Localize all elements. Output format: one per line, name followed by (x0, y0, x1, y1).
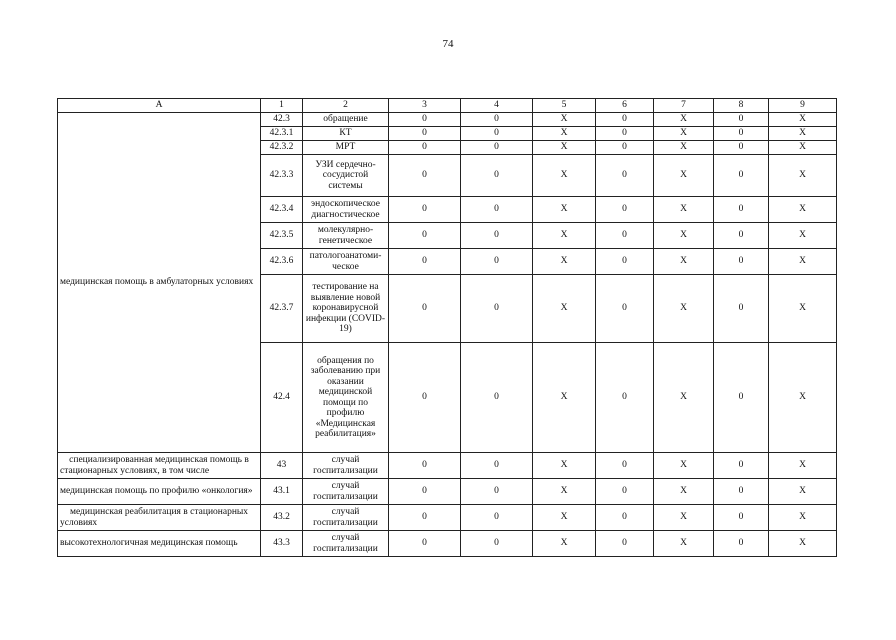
value-cell: 0 (596, 141, 654, 155)
row-code: 42.3.3 (261, 155, 303, 197)
value-cell: 0 (389, 223, 461, 249)
table-row (58, 505, 837, 531)
value-cell: 0 (596, 197, 654, 223)
value-cell: X (654, 343, 714, 453)
header-cell: 7 (654, 99, 714, 113)
row-unit: случай госпитализации (303, 479, 389, 505)
value-cell: 0 (461, 223, 533, 249)
table-row (58, 531, 837, 557)
value-cell: 0 (596, 531, 654, 557)
value-cell: X (769, 223, 837, 249)
value-cell: 0 (714, 531, 769, 557)
value-cell: 0 (714, 275, 769, 343)
value-cell: 0 (389, 343, 461, 453)
value-cell: 0 (596, 343, 654, 453)
value-cell: X (769, 249, 837, 275)
value-cell: 0 (714, 155, 769, 197)
value-cell: 0 (389, 531, 461, 557)
row-unit: УЗИ сердечно-сосудистой системы (303, 155, 389, 197)
value-cell: 0 (389, 249, 461, 275)
value-cell: X (533, 531, 596, 557)
value-cell: 0 (714, 343, 769, 453)
row-code: 42.4 (261, 343, 303, 453)
row-unit: тестирование на выявление новой коронавирусной инфекции (COVID-19) (303, 275, 389, 343)
value-cell: 0 (389, 505, 461, 531)
row-code: 43 (261, 453, 303, 479)
header-row (58, 99, 837, 113)
value-cell: X (533, 249, 596, 275)
value-cell: 0 (596, 505, 654, 531)
header-cell: 5 (533, 99, 596, 113)
row-code: 43.3 (261, 531, 303, 557)
value-cell: X (769, 505, 837, 531)
value-cell: 0 (714, 141, 769, 155)
value-cell: X (769, 479, 837, 505)
value-cell: 0 (389, 479, 461, 505)
row-unit: МРТ (303, 141, 389, 155)
value-cell: X (654, 249, 714, 275)
row-label: высокотехнологичная медицинская помощь (58, 531, 261, 557)
value-cell: 0 (389, 141, 461, 155)
value-cell: 0 (461, 505, 533, 531)
header-cell: 3 (389, 99, 461, 113)
value-cell: X (769, 127, 837, 141)
value-cell: X (654, 155, 714, 197)
header-cell: 1 (261, 99, 303, 113)
value-cell: 0 (389, 275, 461, 343)
header-cell: 6 (596, 99, 654, 113)
value-cell: 0 (596, 113, 654, 127)
value-cell: X (533, 141, 596, 155)
value-cell: X (654, 113, 714, 127)
value-cell: 0 (596, 249, 654, 275)
table-body (58, 113, 837, 557)
value-cell: 0 (461, 141, 533, 155)
row-unit: эндоскопическое диагностическое (303, 197, 389, 223)
value-cell: X (769, 453, 837, 479)
data-table (57, 98, 837, 557)
row-code: 42.3.2 (261, 141, 303, 155)
row-unit: случай госпитализации (303, 453, 389, 479)
value-cell: X (533, 197, 596, 223)
value-cell: 0 (461, 343, 533, 453)
value-cell: 0 (714, 505, 769, 531)
row-code: 42.3 (261, 113, 303, 127)
group-label: медицинская помощь в амбулаторных условиях (58, 113, 261, 453)
row-unit: КТ (303, 127, 389, 141)
row-unit: молекулярно-генетическое (303, 223, 389, 249)
row-code: 42.3.1 (261, 127, 303, 141)
row-unit: случай госпитализации (303, 531, 389, 557)
value-cell: X (769, 275, 837, 343)
value-cell: X (533, 453, 596, 479)
value-cell: X (533, 275, 596, 343)
header-cell: 2 (303, 99, 389, 113)
row-label: медицинская реабилитация в стационарных условиях (58, 505, 261, 531)
value-cell: 0 (714, 197, 769, 223)
value-cell: 0 (714, 113, 769, 127)
header-cell: 4 (461, 99, 533, 113)
value-cell: X (769, 197, 837, 223)
value-cell: X (654, 127, 714, 141)
value-cell: 0 (714, 223, 769, 249)
value-cell: X (533, 505, 596, 531)
value-cell: X (533, 343, 596, 453)
header-cell: 9 (769, 99, 837, 113)
value-cell: X (533, 479, 596, 505)
value-cell: 0 (461, 155, 533, 197)
value-cell: 0 (596, 127, 654, 141)
row-unit: обращение (303, 113, 389, 127)
value-cell: X (654, 275, 714, 343)
value-cell: X (533, 223, 596, 249)
row-label: медицинская помощь по профилю «онкология» (58, 479, 261, 505)
value-cell: 0 (596, 479, 654, 505)
value-cell: X (654, 531, 714, 557)
value-cell: X (654, 141, 714, 155)
row-code: 43.1 (261, 479, 303, 505)
value-cell: 0 (461, 275, 533, 343)
value-cell: 0 (461, 531, 533, 557)
value-cell: 0 (461, 453, 533, 479)
value-cell: 0 (389, 113, 461, 127)
value-cell: 0 (389, 453, 461, 479)
table-row (58, 453, 837, 479)
value-cell: 0 (714, 249, 769, 275)
value-cell: 0 (389, 197, 461, 223)
table-row (58, 479, 837, 505)
value-cell: X (654, 223, 714, 249)
value-cell: 0 (461, 197, 533, 223)
row-code: 42.3.4 (261, 197, 303, 223)
row-code: 42.3.7 (261, 275, 303, 343)
value-cell: X (533, 127, 596, 141)
row-unit: случай госпитализации (303, 505, 389, 531)
value-cell: 0 (714, 479, 769, 505)
value-cell: X (654, 505, 714, 531)
value-cell: 0 (596, 453, 654, 479)
value-cell: 0 (461, 249, 533, 275)
value-cell: 0 (596, 275, 654, 343)
header-cell: 8 (714, 99, 769, 113)
value-cell: X (769, 141, 837, 155)
value-cell: 0 (461, 113, 533, 127)
row-code: 42.3.6 (261, 249, 303, 275)
value-cell: X (654, 479, 714, 505)
value-cell: 0 (389, 127, 461, 141)
value-cell: X (769, 343, 837, 453)
value-cell: 0 (461, 127, 533, 141)
value-cell: X (654, 197, 714, 223)
header-cell: А (58, 99, 261, 113)
table-row (58, 113, 837, 127)
page-number: 74 (442, 38, 454, 50)
row-unit: патологоанатоми-ческое (303, 249, 389, 275)
value-cell: X (769, 113, 837, 127)
value-cell: 0 (596, 223, 654, 249)
value-cell: 0 (714, 127, 769, 141)
value-cell: X (533, 155, 596, 197)
value-cell: X (533, 113, 596, 127)
value-cell: X (769, 531, 837, 557)
value-cell: X (769, 155, 837, 197)
row-label: специализированная медицинская помощь в стационарных условиях, в том числе (58, 453, 261, 479)
row-code: 43.2 (261, 505, 303, 531)
value-cell: 0 (714, 453, 769, 479)
value-cell: 0 (596, 155, 654, 197)
value-cell: X (654, 453, 714, 479)
value-cell: 0 (389, 155, 461, 197)
row-code: 42.3.5 (261, 223, 303, 249)
row-unit: обращения по заболеванию при оказании медицинской помощи по профилю «Медицинская реабилитация» (303, 343, 389, 453)
value-cell: 0 (461, 479, 533, 505)
